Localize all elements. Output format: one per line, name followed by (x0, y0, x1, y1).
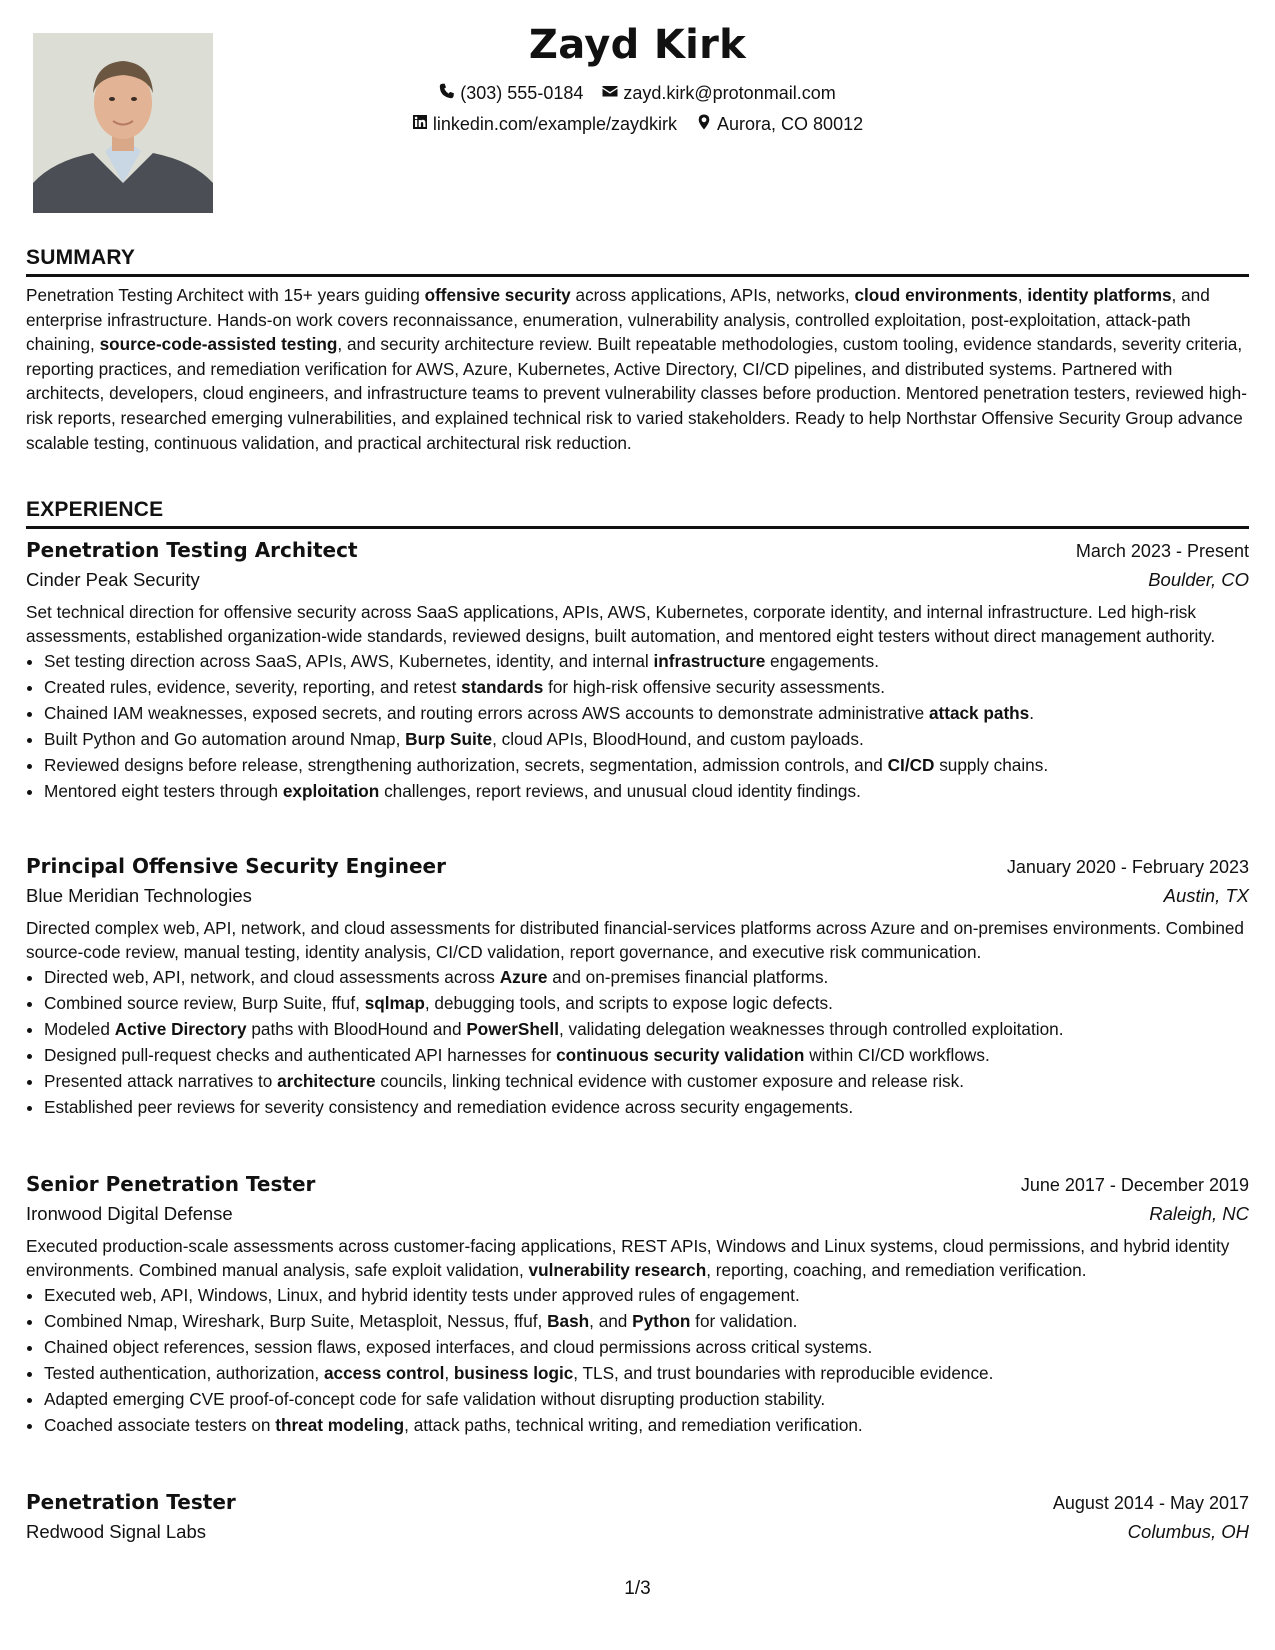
job-dates: June 2017 - December 2019 (1020, 1175, 1249, 1195)
bold-keyword: standards (461, 676, 544, 697)
phone-number: (303) 555-0184 (460, 83, 584, 103)
linkedin-contact[interactable] (412, 113, 677, 135)
location-contact (696, 113, 863, 135)
job-bullets (26, 965, 1249, 1120)
bullet-item (44, 649, 1249, 675)
bullet-item (44, 753, 1249, 779)
text-segment: Tested authentication, authorization, (44, 1362, 324, 1383)
bullet-item (44, 1095, 1249, 1121)
location-text: Aurora, CO 80012 (717, 114, 864, 134)
job-entry (26, 1172, 1249, 1438)
text-segment: councils, linking technical evidence with customer exposure and release risk. (375, 1070, 965, 1091)
bold-keyword: continuous security validation (556, 1044, 805, 1065)
bullet-item (44, 1283, 1249, 1309)
text-segment: Penetration Testing Architect with 15+ years guiding (26, 285, 425, 305)
bold-keyword: infrastructure (653, 651, 766, 671)
job-location: Columbus, OH (1127, 1521, 1249, 1542)
job-entry (26, 1490, 1249, 1543)
job-description: Directed complex web, API, network, and cloud assessments for distributed financial-services platforms across Azure and on-premises environments. Combined source-code review, manual testing, identity analysis, CI/CD validation, report governance, and executive risk communication. (26, 918, 1244, 962)
email-address[interactable]: zayd.kirk@protonmail.com (623, 83, 836, 103)
bold-keyword: Active Directory (114, 1018, 247, 1039)
job-dates: January 2020 - February 2023 (1006, 857, 1249, 877)
company-name: Cinder Peak Security (26, 569, 200, 590)
text-segment: Created rules, evidence, severity, reporting, and retest (44, 676, 462, 697)
page-indicator: 1/3 (624, 1578, 651, 1599)
bold-keyword: Azure (499, 967, 548, 987)
bold-keyword: sqlmap (364, 992, 425, 1013)
bold-keyword: Python (632, 1310, 691, 1331)
company-name: Redwood Signal Labs (26, 1521, 206, 1542)
job-description (26, 1234, 1249, 1282)
email-contact[interactable] (602, 82, 835, 104)
text-segment: , and (589, 1310, 633, 1331)
text-segment: , and enterprise infrastructure. Hands-on work covers reconnaissance, enumeration, vulnerability analysis, controlled exploitation, post-exploitation, attack-path chaining, (26, 285, 1210, 355)
bullet-item (44, 1335, 1249, 1361)
job-dates: March 2023 - Present (1075, 541, 1249, 561)
text-segment: , (444, 1362, 454, 1383)
text-segment: Designed pull-request checks and authenticated API harnesses for (44, 1044, 557, 1065)
text-segment: Combined source review, Burp Suite, ffuf, (44, 992, 365, 1013)
text-segment: paths with BloodHound and (246, 1018, 467, 1039)
bullet-item (44, 701, 1249, 727)
text-segment: , validating delegation weaknesses through controlled exploitation. (558, 1018, 1064, 1039)
text-segment: Directed web, API, network, and cloud assessments across (44, 967, 500, 987)
summary-text (26, 283, 1249, 455)
text-segment: Executed web, API, Windows, Linux, and hybrid identity tests under approved rules of engagement. (44, 1285, 800, 1305)
text-segment: challenges, report reviews, and unusual cloud identity findings. (379, 780, 861, 801)
bold-keyword: attack paths (928, 702, 1030, 723)
text-segment: engagements. (765, 651, 879, 671)
bullet-item (44, 1017, 1249, 1043)
experience-heading: EXPERIENCE (26, 498, 1249, 529)
company-name: Blue Meridian Technologies (26, 885, 252, 906)
bullet-item (44, 1309, 1249, 1335)
job-entry (26, 538, 1249, 804)
bullet-item (44, 675, 1249, 701)
bold-keyword: Bash (547, 1310, 590, 1331)
bullet-item (44, 1361, 1249, 1387)
bold-keyword: threat modeling (275, 1414, 405, 1435)
bold-keyword: PowerShell (466, 1018, 559, 1039)
job-location: Raleigh, NC (1149, 1203, 1249, 1224)
text-segment: within CI/CD workflows. (804, 1044, 990, 1065)
text-segment: Chained IAM weaknesses, exposed secrets, and routing errors across AWS accounts to demonstrate administrative (44, 702, 929, 723)
job-title: Penetration Testing Architect (26, 538, 358, 562)
text-segment: Coached associate testers on (44, 1414, 276, 1435)
text-segment: , attack paths, technical writing, and remediation verification. (404, 1414, 863, 1435)
text-segment: for validation. (690, 1310, 798, 1331)
bold-keyword: source-code-assisted testing (99, 334, 338, 355)
bullet-item (44, 965, 1249, 991)
linkedin-url[interactable]: linkedin.com/example/zaydkirk (432, 114, 677, 134)
job-location: Boulder, CO (1148, 569, 1249, 590)
text-segment: , reporting, coaching, and remediation verification. (706, 1260, 1087, 1280)
bold-keyword: architecture (277, 1070, 376, 1091)
contact-line-2 (0, 113, 1275, 135)
bold-keyword: cloud environments (854, 285, 1018, 305)
experience-section (26, 498, 1249, 529)
bold-keyword: CI/CD (887, 754, 935, 775)
candidate-name: Zayd Kirk (528, 22, 747, 68)
text-segment: , TLS, and trust boundaries with reproducible evidence. (573, 1362, 994, 1383)
company-name: Ironwood Digital Defense (26, 1203, 233, 1224)
bullet-item (44, 1069, 1249, 1095)
job-title: Penetration Tester (26, 1490, 236, 1514)
text-segment: Combined Nmap, Wireshark, Burp Suite, Metasploit, Nessus, ffuf, (44, 1310, 548, 1331)
bold-keyword: exploitation (282, 780, 380, 801)
phone-contact (439, 82, 583, 104)
bold-keyword: access control (323, 1362, 445, 1383)
text-segment: supply chains. (934, 754, 1049, 775)
bullet-item (44, 727, 1249, 753)
job-description: Set technical direction for offensive security across SaaS applications, APIs, AWS, Kubernetes, corporate identity, and internal infrastructure. Led high-risk assessments, established organization-wide standards, reviewed designs, built automation, and mentored eight testers without direct management authority. (26, 602, 1216, 646)
text-segment: Executed production-scale assessments across customer-facing applications, REST APIs, Windows and Linux systems, cloud permissions, and hybrid identity environments. Combined manual analysis, safe exploit validation, (26, 1236, 1230, 1280)
text-segment: , cloud APIs, BloodHound, and custom payloads. (492, 728, 864, 749)
bold-keyword: business logic (453, 1362, 574, 1383)
text-segment: Chained object references, session flaws, exposed interfaces, and cloud permissions across critical systems. (44, 1336, 873, 1357)
text-segment: Reviewed designs before release, strengthening authorization, secrets, segmentation, admission controls, and (44, 754, 888, 775)
job-bullets (26, 1283, 1249, 1438)
text-segment: and on-premises financial platforms. (547, 967, 829, 987)
bold-keyword: identity platforms (1027, 285, 1172, 305)
bullet-item (44, 1043, 1249, 1069)
text-segment: Adapted emerging CVE proof-of-concept code for safe validation without disrupting production stability. (44, 1388, 826, 1409)
text-segment: . (1029, 702, 1035, 723)
map-pin-icon (696, 113, 712, 135)
text-segment: Established peer reviews for severity consistency and remediation evidence across security engagements. (44, 1096, 854, 1117)
text-segment: across applications, APIs, networks, (570, 285, 855, 305)
text-segment: , (1017, 285, 1028, 305)
text-segment: Modeled (44, 1018, 115, 1039)
text-segment: Presented attack narratives to (44, 1070, 278, 1091)
job-title: Senior Penetration Tester (26, 1172, 316, 1196)
text-segment: Mentored eight testers through (44, 780, 283, 801)
bold-keyword: offensive security (424, 285, 571, 305)
job-dates: August 2014 - May 2017 (1052, 1493, 1249, 1513)
bullet-item (44, 1413, 1249, 1439)
phone-icon (439, 82, 455, 104)
text-segment: Built Python and Go automation around Nmap, (44, 728, 406, 749)
summary-section (26, 246, 1249, 455)
text-segment: , debugging tools, and scripts to expose logic defects. (424, 992, 833, 1013)
linkedin-icon (412, 113, 428, 135)
job-bullets (26, 649, 1249, 804)
bold-keyword: Burp Suite (405, 728, 493, 749)
job-title: Principal Offensive Security Engineer (26, 854, 446, 878)
bullet-item (44, 1387, 1249, 1413)
contact-line-1 (0, 82, 1275, 104)
text-segment: for high-risk offensive security assessments. (543, 676, 885, 697)
bullet-item (44, 991, 1249, 1017)
job-location: Austin, TX (1163, 885, 1249, 906)
bold-keyword: vulnerability research (528, 1260, 707, 1280)
text-segment: Set testing direction across SaaS, APIs, AWS, Kubernetes, identity, and internal (44, 651, 654, 671)
bullet-item (44, 779, 1249, 805)
summary-heading: SUMMARY (26, 246, 1249, 277)
envelope-icon (602, 82, 618, 104)
text-segment: , and security architecture review. Built repeatable methodologies, custom tooling, evidence standards, severity criteria, reporting practices, and remediation verification for AWS, Azure, Kubernetes, Active Directory, CI/CD pipelines, and distributed systems. Partnered with architects, developers, cloud engineers, and infrastructure teams to prevent vulnerability classes before production. Mentored penetration testers, reviewed high-risk reports, researched emerging vulnerabilities, and explained technical risk to varied stakeholders. Ready to help Northstar Offensive Security Group advance scalable testing, continuous validation, and practical architectural risk reduction. (26, 334, 1247, 453)
job-entry (26, 854, 1249, 1120)
